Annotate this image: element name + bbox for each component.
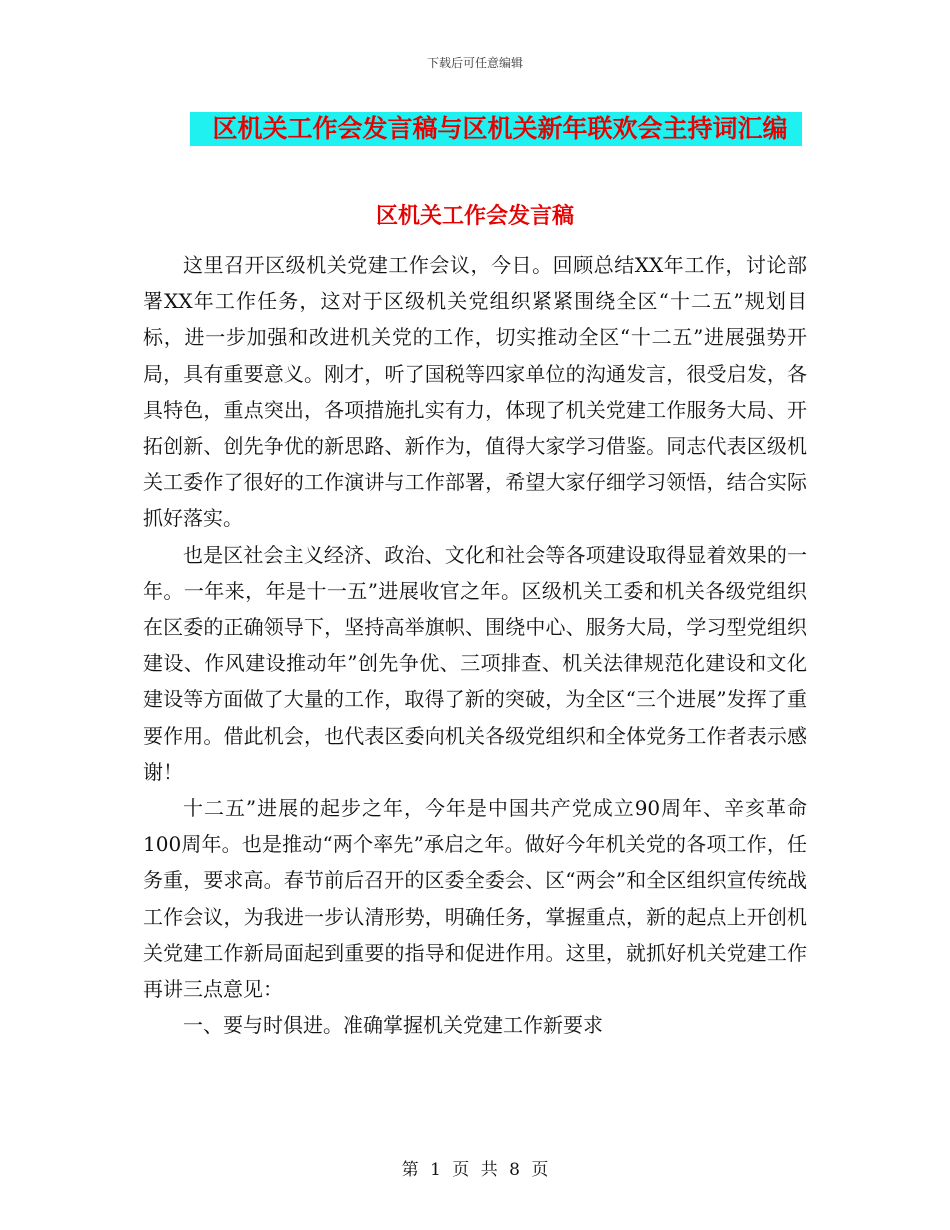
header-note: 下载后可任意编辑 [426,56,523,70]
page-footer: 第 1 页 共 8 页 [401,1160,549,1180]
paragraph-1: 这里召开区级机关党建工作会议，今日。回顾总结XX年工作，讨论部署XX年工作任务，这对于区级机关党组织紧紧围绕全区“十二五”规划目标，进一步加强和改进机关党的工作，切实推动全区“十二五”进展强势开局，具有重要意义。刚才，听了国税等四家单位的沟通发言，很受启发，各具特色，重点突出，各项措施扎实有力，体现了机关党建工作服务大局、开拓创新、创先争优的新思路、新作为，值得大家学习借鉴。同志代表区级机关工委作了很好的工作演讲与工作部署，希望大家仔细学习领悟，结合实际抓好落实。 [143,253,807,531]
document-title: 区机关工作会发言稿与区机关新年联欢会主持词汇编 [212,114,788,143]
section-title: 区机关工作会发言稿 [375,204,574,229]
paragraph-2: 也是区社会主义经济、政治、文化和社会等各项建设取得显着效果的一年。一年来，年是十一五”进展收官之年。区级机关工委和机关各级党组织在区委的正确领导下，坚持高举旗帜、围绕中心、服务大局，学习型党组织建设、作风建设推动年”创先争优、三项排查、机关法律规范化建设和文化建设等方面做了大量的工作，取得了新的突破，为全区“三个进展”发挥了重要作用。借此机会，也代表区委向机关各级党组织和全体党务工作者表示感谢！ [143,542,807,784]
body-text [143,247,807,1043]
paragraph-4: 一、要与时俱进。准确掌握机关党建工作新要求 [183,1013,603,1038]
paragraph-3: 十二五”进展的起步之年，今年是中国共产党成立90周年、辛亥革命100周年。也是推动“两个率先”承启之年。做好今年机关党的各项工作，任务重，要求高。春节前后召开的区委全委会、区“两会”和全区组织宣传统战工作会议，为我进一步认清形势，明确任务，掌握重点，新的起点上开创机关党建工作新局面起到重要的指导和促进作用。这里，就抓好机关党建工作再讲三点意见： [143,796,807,1002]
